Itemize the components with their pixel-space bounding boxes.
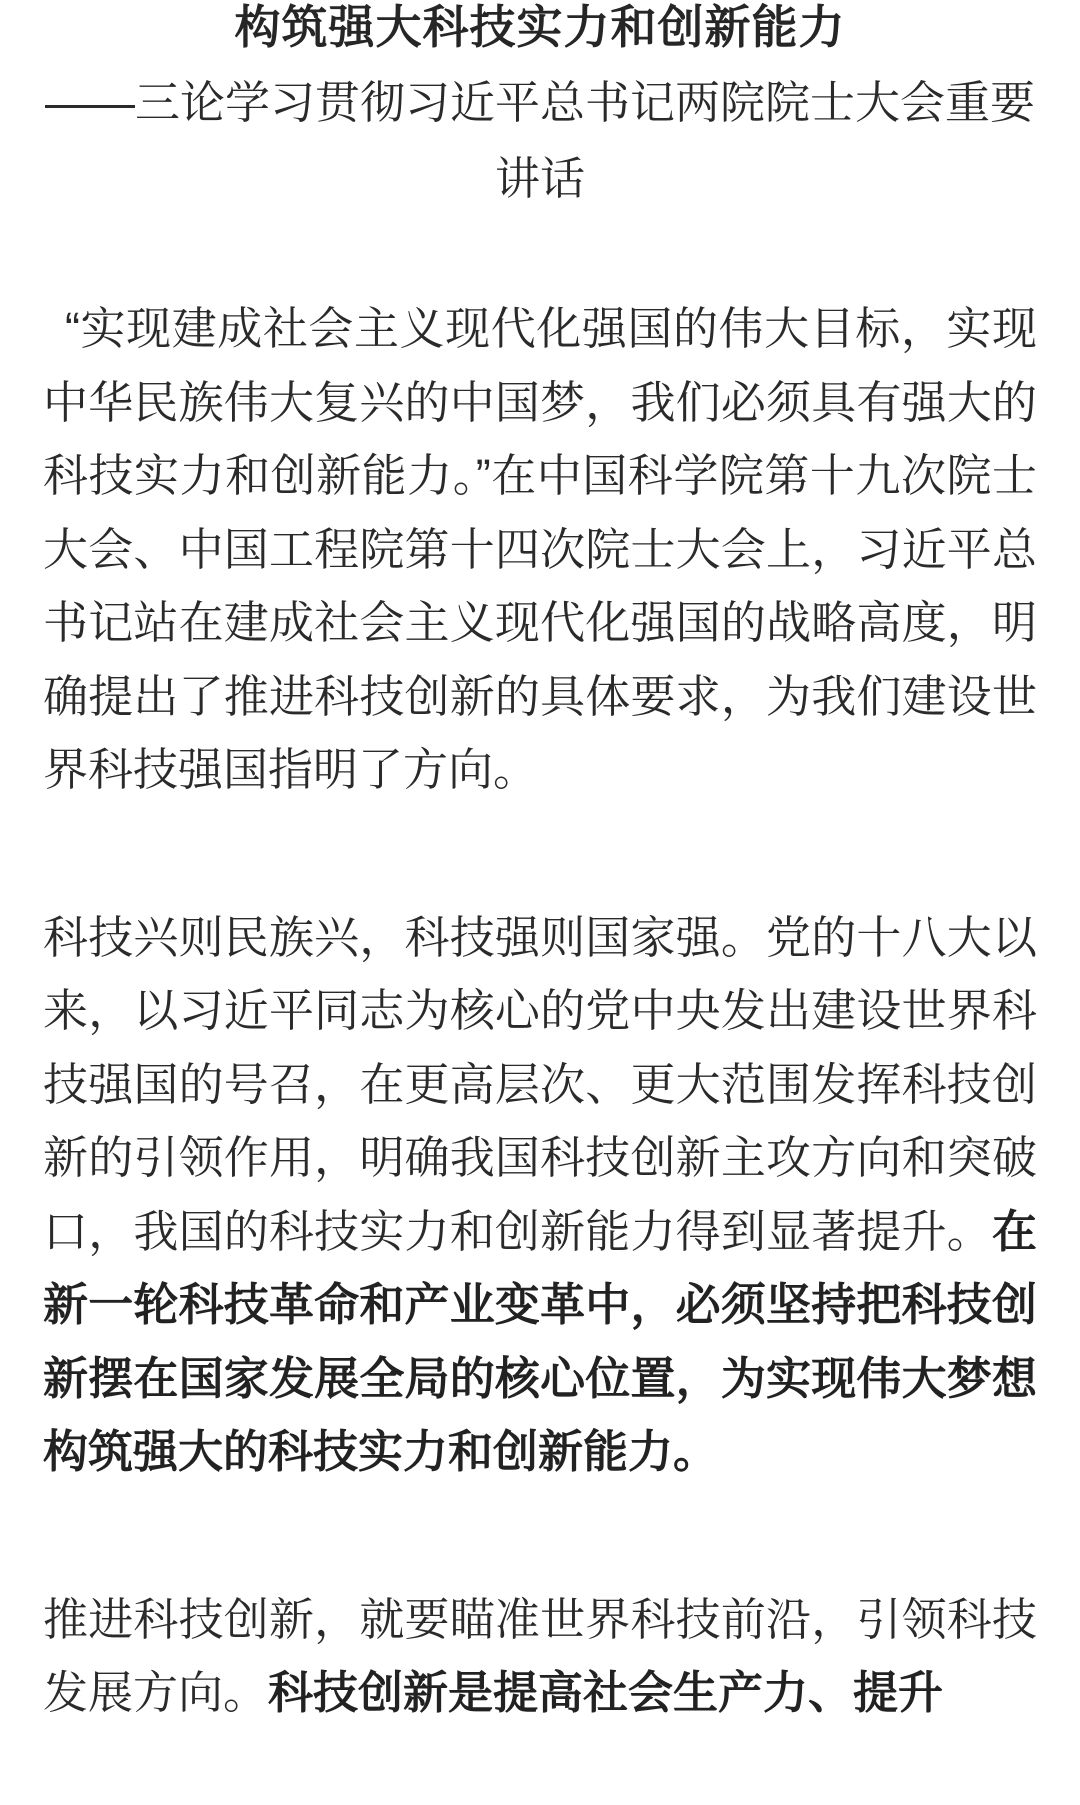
paragraph <box>43 292 1037 807</box>
text-segment-bold: 在新一轮科技革命和产业变革中，必须坚持把科技创新摆在国家发展全局的核心位置，为实现伟大梦想构筑强大的科技实力和创新能力。 <box>43 1205 1037 1477</box>
article-subtitle: ——三论学习贯彻习近平总书记两院院士大会重要讲话 <box>44 77 1035 204</box>
text-segment: 推进科技创新，就要瞄准世界科技前沿，引领科技发展方向。 <box>43 1593 1037 1718</box>
text-segment: “实现建成社会主义现代化强国的伟大目标，实现中华民族伟大复兴的中国梦，我们必须具有强大的科技实力和创新能力。”在中国科学院第十九次院士大会、中国工程院第十四次院士大会上，习近平总书记站在建成社会主义现代化强国的战略高度，明确提出了推进科技创新的具体要求，为我们建设世界科技强国指明了方向。 <box>43 303 1037 795</box>
article-title: 构筑强大科技实力和创新能力 <box>234 1 846 53</box>
article-body <box>43 292 1037 1730</box>
paragraph <box>43 1583 1037 1730</box>
text-segment: 科技兴则民族兴，科技强则国家强。党的十八大以来，以习近平同志为核心的党中央发出建设世界科技强国的号召，在更高层次、更大范围发挥科技创新的引领作用，明确我国科技创新主攻方向和突破口，我国的科技实力和创新能力得到显著提升。 <box>43 911 1037 1257</box>
text-segment-bold: 科技创新是提高社会生产力、提升 <box>268 1667 944 1718</box>
paragraph <box>43 901 1037 1489</box>
